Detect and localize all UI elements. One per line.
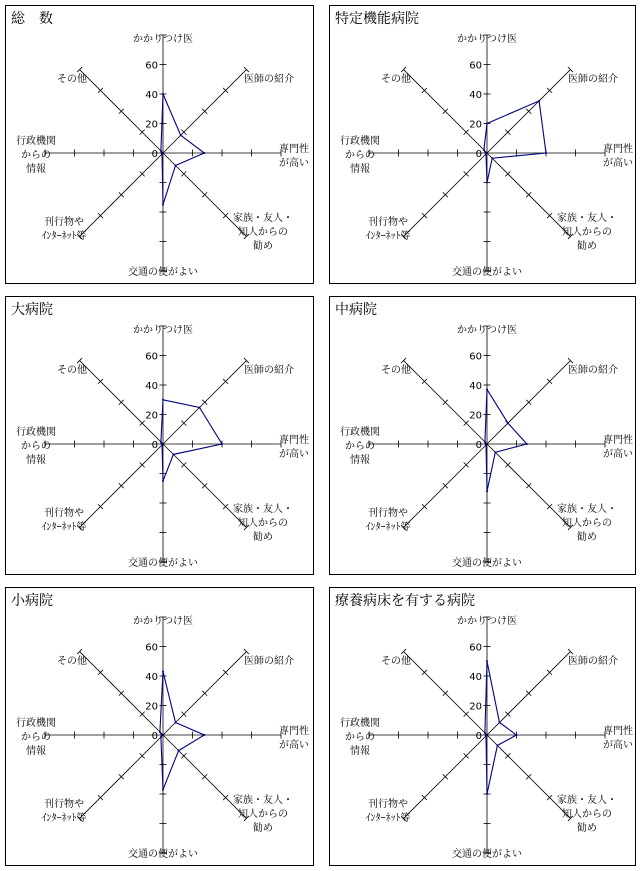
label-bottom-left-line: 刊行物や bbox=[44, 217, 84, 228]
data-point bbox=[483, 149, 485, 151]
label-bottom-right-line: 勧め bbox=[253, 241, 273, 252]
label-left bbox=[340, 425, 380, 466]
series-polygon bbox=[484, 101, 546, 183]
label-bottom-right-line: 知人からの bbox=[238, 227, 288, 238]
label-right-line: 専門性 bbox=[279, 435, 309, 446]
tick-label: 0 bbox=[475, 149, 482, 160]
label-right bbox=[603, 142, 633, 169]
tick-label: 60 bbox=[145, 60, 158, 72]
data-point bbox=[538, 100, 540, 102]
tick-label: 40 bbox=[469, 381, 482, 392]
label-bottom-right-line: 勧め bbox=[253, 823, 273, 834]
label-bottom-right-line: 勧め bbox=[577, 532, 597, 543]
label-bottom-right bbox=[557, 502, 617, 543]
data-point bbox=[499, 721, 501, 723]
chart-panel-small-hospital bbox=[5, 587, 314, 866]
data-point bbox=[160, 150, 162, 152]
data-point bbox=[486, 388, 488, 390]
tick-label: 40 bbox=[145, 90, 158, 101]
tick-label: 60 bbox=[145, 351, 158, 363]
label-left-line: 行政機関 bbox=[16, 136, 56, 147]
data-point bbox=[486, 182, 488, 184]
chart-panel-long-term-care-hospital bbox=[329, 587, 636, 866]
label-top-left: その他 bbox=[57, 365, 87, 376]
label-bottom-left-line: 刊行物や bbox=[44, 799, 84, 810]
label-right-line: 専門性 bbox=[603, 726, 633, 737]
label-bottom-left-line: ｲﾝﾀｰﾈｯﾄ等 bbox=[41, 522, 87, 533]
tick-label: 20 bbox=[145, 410, 158, 422]
label-top: かかりつけ医 bbox=[457, 616, 517, 627]
label-top-right: 医師の紹介 bbox=[244, 74, 294, 85]
series-polygon bbox=[485, 661, 517, 794]
data-point bbox=[486, 490, 488, 492]
chart-panel-special-function-hospital bbox=[329, 5, 636, 284]
label-right bbox=[279, 142, 309, 169]
label-bottom-right-line: 知人からの bbox=[562, 227, 612, 238]
data-point bbox=[496, 744, 498, 746]
data-point bbox=[175, 165, 177, 167]
data-point bbox=[221, 443, 223, 445]
data-point bbox=[484, 732, 486, 734]
chart-title: 療養病床を有する病院 bbox=[335, 593, 475, 609]
data-point bbox=[516, 734, 518, 736]
label-top: かかりつけ医 bbox=[457, 34, 517, 45]
chart-title: 中病院 bbox=[335, 302, 377, 318]
label-top-right: 医師の紹介 bbox=[568, 365, 618, 376]
data-point bbox=[161, 443, 163, 445]
data-point bbox=[160, 441, 162, 443]
tick-label: 20 bbox=[145, 119, 158, 131]
radar-chart bbox=[6, 6, 315, 285]
label-bottom-left-line: ｲﾝﾀｰﾈｯﾄ等 bbox=[41, 231, 87, 242]
label-bottom-right-line: 家族・友人・ bbox=[233, 504, 293, 515]
label-bottom-left-line: 刊行物や bbox=[368, 217, 408, 228]
label-right-line: 専門性 bbox=[279, 726, 309, 737]
label-bottom-right-line: 家族・友人・ bbox=[233, 213, 293, 224]
label-left bbox=[16, 134, 56, 175]
label-right-line: 専門性 bbox=[603, 144, 633, 155]
label-top: かかりつけ医 bbox=[133, 34, 193, 45]
label-left bbox=[340, 716, 380, 757]
tick-label: 0 bbox=[151, 440, 158, 451]
tick-label: 20 bbox=[469, 410, 482, 422]
data-point bbox=[486, 123, 488, 125]
label-left-line: 行政機関 bbox=[16, 718, 56, 729]
label-bottom-left-line: 刊行物や bbox=[368, 799, 408, 810]
label-bottom-left bbox=[42, 797, 87, 824]
data-point bbox=[161, 152, 163, 154]
tick-label: 0 bbox=[151, 731, 158, 742]
tick-label: 40 bbox=[469, 672, 482, 683]
label-bottom: 交通の便がよい bbox=[128, 849, 198, 860]
label-left-line: 情報 bbox=[26, 455, 46, 466]
label-right bbox=[603, 433, 633, 460]
data-point bbox=[491, 157, 493, 159]
radar-chart bbox=[330, 588, 637, 867]
label-bottom-left-line: 刊行物や bbox=[368, 508, 408, 519]
label-right-line: が高い bbox=[279, 158, 309, 169]
label-left bbox=[16, 425, 56, 466]
label-left-line: 行政機関 bbox=[16, 427, 56, 438]
data-point bbox=[486, 660, 488, 662]
label-top-left: その他 bbox=[57, 656, 87, 667]
label-bottom-right-line: 知人からの bbox=[562, 809, 612, 820]
label-right-line: が高い bbox=[603, 158, 633, 169]
data-point bbox=[494, 451, 496, 453]
data-point bbox=[175, 721, 177, 723]
label-bottom: 交通の便がよい bbox=[128, 558, 198, 569]
label-left-line: からの bbox=[21, 732, 51, 743]
label-left-line: 情報 bbox=[26, 164, 46, 175]
label-right-line: が高い bbox=[279, 740, 309, 751]
data-point bbox=[485, 152, 487, 154]
label-top: かかりつけ医 bbox=[133, 616, 193, 627]
label-bottom: 交通の便がよい bbox=[128, 267, 198, 278]
label-bottom-left bbox=[366, 797, 411, 824]
label-right-line: が高い bbox=[603, 740, 633, 751]
label-bottom-right-line: 家族・友人・ bbox=[233, 795, 293, 806]
tick-label: 60 bbox=[469, 642, 482, 654]
chart-title: 大病院 bbox=[11, 302, 53, 318]
label-bottom-right bbox=[233, 502, 293, 543]
label-right-line: が高い bbox=[603, 449, 633, 460]
series-polygon bbox=[160, 672, 204, 790]
label-left bbox=[16, 716, 56, 757]
label-left-line: 行政機関 bbox=[340, 136, 380, 147]
data-point bbox=[159, 731, 161, 733]
label-left-line: からの bbox=[345, 150, 375, 161]
chart-panel-total bbox=[5, 5, 314, 284]
label-bottom-left-line: ｲﾝﾀｰﾈｯﾄ等 bbox=[365, 522, 411, 533]
label-top: かかりつけ医 bbox=[457, 325, 517, 336]
label-bottom-right bbox=[233, 793, 293, 834]
chart-title: 特定機能病院 bbox=[335, 11, 419, 27]
tick-label: 0 bbox=[475, 440, 482, 451]
label-bottom-right-line: 知人からの bbox=[238, 809, 288, 820]
tick-label: 0 bbox=[475, 731, 482, 742]
label-top-left: その他 bbox=[381, 656, 411, 667]
label-left-line: からの bbox=[21, 150, 51, 161]
label-bottom-right-line: 家族・友人・ bbox=[557, 795, 617, 806]
label-left-line: からの bbox=[345, 732, 375, 743]
data-point bbox=[526, 443, 528, 445]
data-point bbox=[486, 793, 488, 795]
tick-label: 40 bbox=[145, 381, 158, 392]
label-right-line: 専門性 bbox=[279, 144, 309, 155]
label-top-right: 医師の紹介 bbox=[244, 656, 294, 667]
label-bottom-right-line: 家族・友人・ bbox=[557, 213, 617, 224]
data-point bbox=[485, 734, 487, 736]
label-bottom-left bbox=[366, 506, 411, 533]
label-left-line: からの bbox=[21, 441, 51, 452]
radar-chart bbox=[6, 297, 315, 576]
label-bottom-right-line: 知人からの bbox=[238, 518, 288, 529]
data-point bbox=[162, 399, 164, 401]
data-point bbox=[160, 736, 162, 738]
tick-label: 20 bbox=[469, 119, 482, 131]
chart-title: 小病院 bbox=[11, 593, 53, 609]
label-right bbox=[279, 433, 309, 460]
label-bottom: 交通の便がよい bbox=[452, 558, 522, 569]
label-left-line: 情報 bbox=[350, 164, 370, 175]
data-point bbox=[507, 422, 509, 424]
label-bottom-left bbox=[42, 506, 87, 533]
data-point bbox=[162, 671, 164, 673]
tick-label: 60 bbox=[469, 60, 482, 72]
label-bottom-left-line: ｲﾝﾀｰﾈｯﾄ等 bbox=[365, 231, 411, 242]
label-bottom-right-line: 知人からの bbox=[562, 518, 612, 529]
label-left-line: 情報 bbox=[26, 746, 46, 757]
label-left-line: 情報 bbox=[350, 746, 370, 757]
label-bottom-right-line: 勧め bbox=[577, 241, 597, 252]
label-left bbox=[340, 134, 380, 175]
series-polygon bbox=[161, 400, 222, 481]
label-top-right: 医師の紹介 bbox=[568, 74, 618, 85]
tick-label: 20 bbox=[145, 701, 158, 713]
label-top-right: 医師の紹介 bbox=[568, 656, 618, 667]
data-point bbox=[178, 750, 180, 752]
data-point bbox=[180, 134, 182, 136]
tick-label: 40 bbox=[469, 90, 482, 101]
label-top-left: その他 bbox=[381, 74, 411, 85]
tick-label: 40 bbox=[145, 672, 158, 683]
chart-panel-medium-hospital bbox=[329, 296, 636, 575]
label-top-left: その他 bbox=[57, 74, 87, 85]
label-bottom-right bbox=[557, 793, 617, 834]
label-bottom: 交通の便がよい bbox=[452, 849, 522, 860]
data-point bbox=[161, 734, 163, 736]
label-bottom-left-line: ｲﾝﾀｰﾈｯﾄ等 bbox=[365, 813, 411, 824]
data-point bbox=[162, 204, 164, 206]
chart-panel-large-hospital bbox=[5, 296, 314, 575]
data-point bbox=[162, 93, 164, 95]
label-right bbox=[603, 724, 633, 751]
tick-label: 20 bbox=[469, 701, 482, 713]
label-bottom-right bbox=[233, 211, 293, 252]
radar-chart bbox=[330, 297, 637, 576]
data-point bbox=[203, 734, 205, 736]
label-left-line: からの bbox=[345, 441, 375, 452]
data-point bbox=[162, 480, 164, 482]
data-point bbox=[545, 152, 547, 154]
label-left-line: 情報 bbox=[350, 455, 370, 466]
label-bottom-right bbox=[557, 211, 617, 252]
label-top-left: その他 bbox=[381, 365, 411, 376]
data-point bbox=[485, 443, 487, 445]
label-bottom-left-line: ｲﾝﾀｰﾈｯﾄ等 bbox=[41, 813, 87, 824]
label-left-line: 行政機関 bbox=[340, 718, 380, 729]
label-right-line: 専門性 bbox=[603, 435, 633, 446]
label-bottom-right-line: 家族・友人・ bbox=[557, 504, 617, 515]
label-bottom-right-line: 勧め bbox=[253, 532, 273, 543]
label-top-right: 医師の紹介 bbox=[244, 365, 294, 376]
label-right bbox=[279, 724, 309, 751]
data-point bbox=[203, 152, 205, 154]
label-bottom: 交通の便がよい bbox=[452, 267, 522, 278]
label-bottom-left bbox=[366, 215, 411, 242]
data-point bbox=[162, 789, 164, 791]
label-right-line: が高い bbox=[279, 449, 309, 460]
tick-label: 60 bbox=[145, 642, 158, 654]
label-bottom-right-line: 勧め bbox=[577, 823, 597, 834]
label-bottom-left-line: 刊行物や bbox=[44, 508, 84, 519]
data-point bbox=[199, 406, 201, 408]
chart-title: 総 数 bbox=[11, 11, 53, 27]
label-left-line: 行政機関 bbox=[340, 427, 380, 438]
label-bottom-left bbox=[42, 215, 87, 242]
tick-label: 60 bbox=[469, 351, 482, 363]
tick-label: 0 bbox=[151, 149, 158, 160]
radar-chart bbox=[6, 588, 315, 867]
data-point bbox=[484, 441, 486, 443]
radar-chart bbox=[330, 6, 637, 285]
data-point bbox=[172, 453, 174, 455]
label-top: かかりつけ医 bbox=[133, 325, 193, 336]
